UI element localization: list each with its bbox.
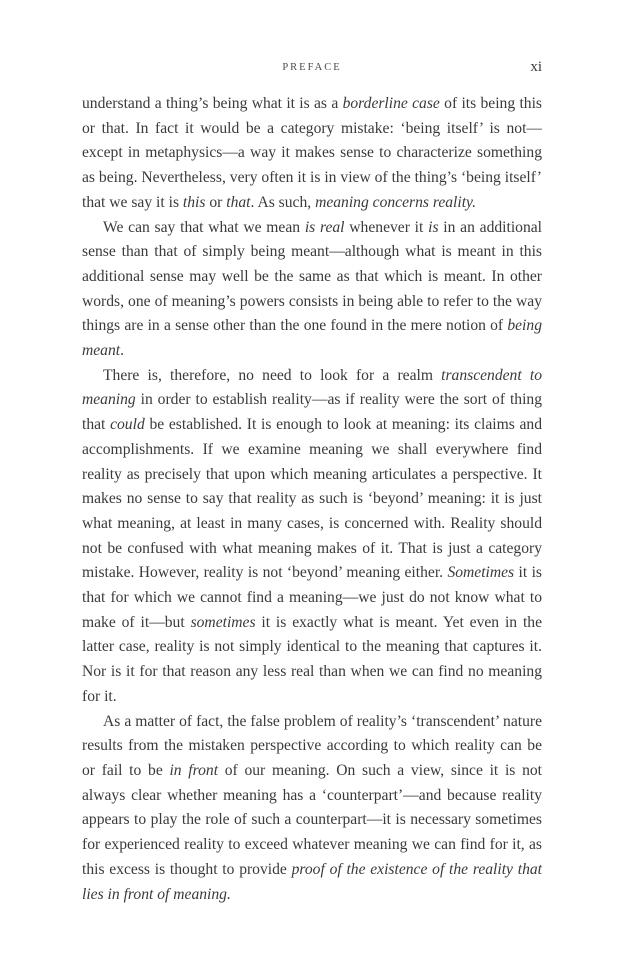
italic-text: meaning concerns reality. [315,193,477,211]
italic-text: borderline case [342,95,440,112]
text-run: it is exactly what is meant. Yet even in the latter case, reality is not simply identical to the meaning that captures it. Nor is it for that reason any less real than when we can find no meaning for it. [82,613,543,705]
text-run: There is, therefore, no need to look for a realm [103,366,442,384]
paragraph [82,216,542,364]
text-run: We can say that what we mean [103,218,305,236]
paragraph [82,92,542,216]
italic-text: this [182,193,206,211]
italic-text: transcendent to meaning [82,366,543,409]
page-number: xi [530,59,542,75]
running-head: PREFACE [282,62,342,73]
paragraph [82,710,542,908]
text-run: understand a thing’s being what it is as a [82,95,343,112]
italic-text: is [428,218,439,236]
text-run: . As such, [250,193,316,211]
text-run: be established. It is enough to look at meaning: its claims and accomplishments. If we examine meaning we shall everywhere find reality as precisely that upon which meaning articulates a perspective. It makes no sense to say that reality as such is ‘beyond’ meaning: it is just what meaning, at least in many cases, is concerned with. Reality should not be confused with what meaning makes of it. That is just a category mistake. However, reality is not ‘beyond’ meaning either. [82,416,542,582]
italic-text: sometimes [190,613,256,631]
text-run: whenever it [344,218,429,236]
text-run: or [205,193,227,211]
text-run: in an additional sense than that of simply being meant—although what is meant in this additional sense may well be the same as that which is meant. In other words, one of meaning’s powers consists in being able to refer to the way things are in a sense other than the one found in the mere notion of [82,218,543,335]
page-header [82,59,542,82]
italic-text: could [110,416,145,434]
body-text [82,92,542,907]
text-run: . [120,342,125,360]
text-run: As a matter of fact, the false problem of reality’s ‘transcendent’ nature results from the mistaken perspective according to which reality can be or fail to be [82,712,542,779]
italic-text: Sometimes [447,564,515,582]
text-run: of our meaning. On such a view, since it is not always clear whether meaning has a ‘counterpart’—and because reality appears to play the role of such a counterpart—it is necessary sometimes for experienced reality to exceed whatever meaning we can find for it, as this excess is thought to provide [82,761,542,878]
text-run: of its being this or that. In fact it would be a category mistake: ‘being itself’ is not—except in metaphysics—a way it makes sense to characterize something as being. Nevertheless, very often it is in view of the thing’s ‘being itself’ that we say it is [82,95,542,211]
italic-text: in front [169,761,219,779]
italic-text: being meant [82,317,542,360]
italic-text: that [226,193,251,211]
italic-text: is real [304,218,345,236]
italic-text: proof of the existence of the reality that lies in front of meaning. [82,860,542,903]
text-run: it is that for which we cannot find a meaning—we just do not know what to make of it—but [82,564,542,631]
paragraph [82,364,542,710]
text-run: in order to establish reality—as if reality were the sort of thing that [82,391,542,434]
